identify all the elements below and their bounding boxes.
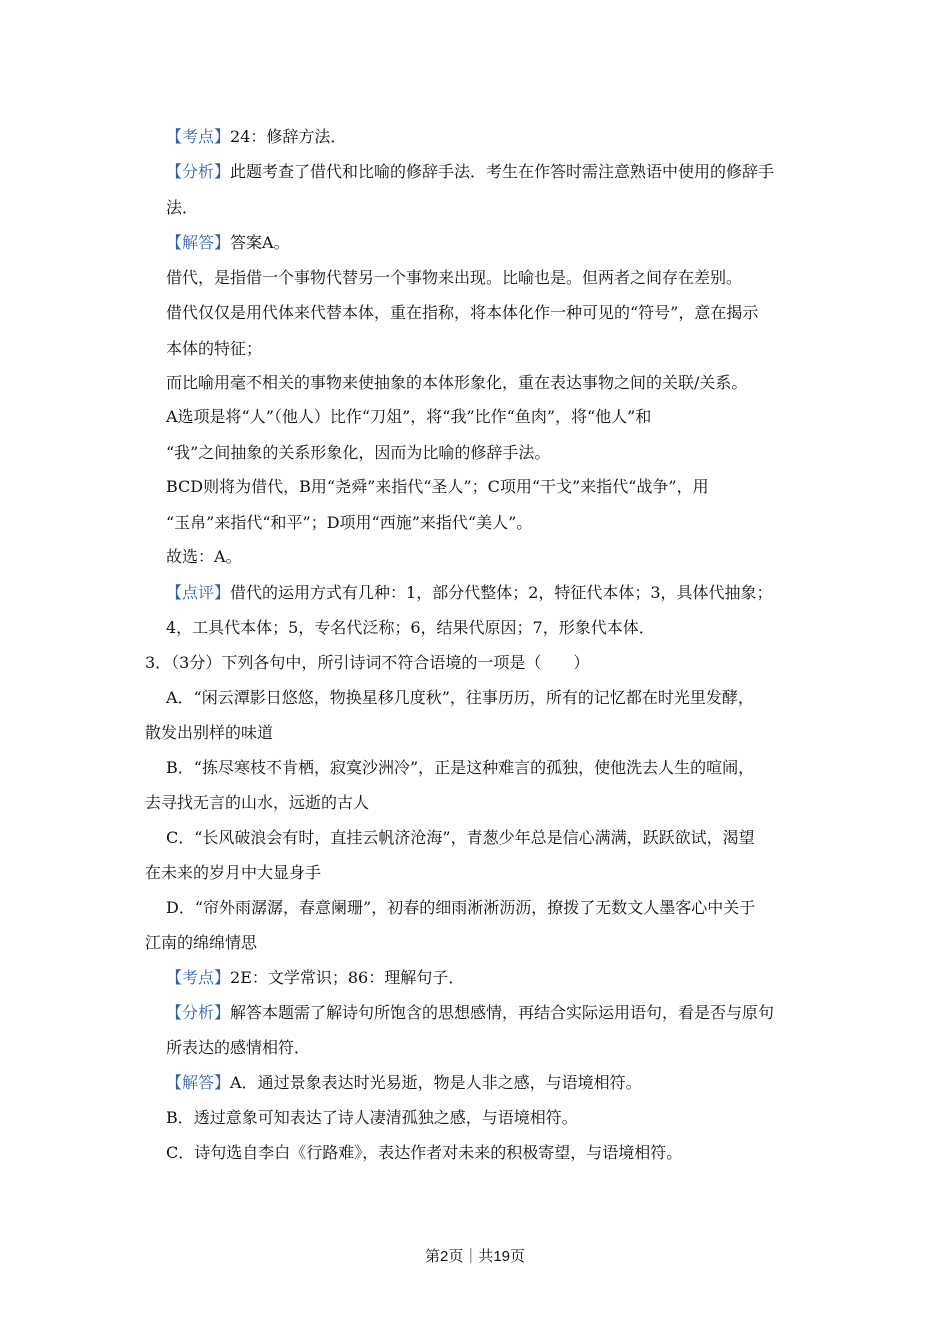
q3-answer-b: B．透过意象可知表达了诗人凄清孤独之感，与语境相符。: [166, 1108, 578, 1127]
q3-answer-c: C．诗句选自李白《行路难》，表达作者对未来的积极寄望，与语境相符。: [166, 1143, 683, 1162]
q2-body-line: 而比喻用毫不相关的事物来使抽象的本体形象化，重在表达事物之间的关联/关系。: [166, 373, 748, 392]
fenxi-tag: 【分析】: [166, 162, 231, 181]
fenxi-tag: 【分析】: [166, 1003, 231, 1022]
q3-option-c-line2: 在未来的岁月中大显身手: [145, 863, 322, 882]
q2-jieda-text: 答案A。: [230, 233, 290, 252]
q3-option-d-line2: 江南的绵绵情思: [145, 933, 258, 952]
q2-body-line: 借代仅仅是用代体来代替本体，重在指称，将本体化作一种可见的“符号”，意在揭示: [166, 303, 759, 322]
jieda-tag: 【解答】: [166, 1073, 231, 1092]
kaodian-tag: 【考点】: [166, 127, 231, 146]
q2-dianping-line1: 借代的运用方式有几种：1，部分代整体；2，特征代本体；3，具体代抽象；: [230, 583, 773, 602]
q2-kaodian-text: 24：修辞方法．: [230, 127, 347, 146]
q3-option-a-line2: 散发出别样的味道: [145, 723, 274, 742]
q2-jieda: [166, 232, 290, 254]
q3-option-a-line1: A．“闲云潭影日悠悠，物换星移几度秋”，往事历历，所有的记忆都在时光里发酵，: [166, 688, 754, 707]
q3-stem: 3．（3分）下列各句中，所引诗词不符合语境的一项是（ ）: [145, 653, 590, 672]
page-footer: 第2页｜共19页: [424, 1248, 526, 1265]
q3-fenxi-line2: 所表达的感情相符．: [166, 1038, 311, 1057]
q3-kaodian: [166, 967, 464, 989]
q3-option-b-line2: 去寻找无言的山水，远逝的古人: [145, 793, 370, 812]
q2-fenxi: [166, 161, 774, 183]
q2-body-line: “我”之间抽象的关系形象化，因而为比喻的修辞手法。: [166, 443, 551, 462]
q2-body-line: 故选：A。: [166, 547, 242, 566]
q3-jieda: [166, 1072, 642, 1094]
q2-dianping-line2: 4，工具代本体；5，专名代泛称；6，结果代原因；7，形象代本体．: [166, 618, 655, 637]
q2-dianping: [166, 582, 773, 604]
q2-body-line: BCD则将为借代，B用“尧舜”来指代“圣人”；C项用“干戈”来指代“战争”，用: [166, 477, 709, 496]
q2-body-line: 本体的特征；: [166, 339, 263, 358]
jieda-tag: 【解答】: [166, 233, 231, 252]
q3-kaodian-text: 2E：文学常识；86：理解句子．: [230, 968, 465, 987]
dianping-tag: 【点评】: [166, 583, 231, 602]
q3-fenxi: [166, 1002, 774, 1024]
q2-body-line: “玉帛”来指代“和平”；D项用“西施”来指代“美人”。: [166, 513, 533, 532]
q3-option-c-line1: C．“长风破浪会有时，直挂云帆济沧海”，青葱少年总是信心满满，跃跃欲试，渴望: [166, 828, 755, 847]
q3-option-b-line1: B．“拣尽寒枝不肯栖，寂寞沙洲冷”，正是这种难言的孤独，使他洗去人生的喧闹，: [166, 758, 755, 777]
q2-kaodian: [166, 126, 346, 148]
q3-jieda-text: A．通过景象表达时光易逝，物是人非之感，与语境相符。: [230, 1073, 642, 1092]
q3-option-d-line1: D．“帘外雨潺潺，春意阑珊”，初春的细雨淅淅沥沥，撩拨了无数文人墨客心中关于: [166, 898, 756, 917]
q2-fenxi-line2: 法．: [166, 198, 199, 217]
q3-fenxi-line1: 解答本题需了解诗句所饱含的思想感情，再结合实际运用语句，看是否与原句: [230, 1003, 775, 1022]
q2-body-line: A选项是将“人”（他人）比作“刀俎”，将“我”比作“鱼肉”，将“他人”和: [166, 407, 652, 426]
kaodian-tag: 【考点】: [166, 968, 231, 987]
q2-fenxi-line1: 此题考查了借代和比喻的修辞手法．考生在作答时需注意熟语中使用的修辞手: [230, 162, 775, 181]
q2-body-line: 借代，是指借一个事物代替另一个事物来出现。比喻也是。但两者之间存在差别。: [166, 268, 743, 287]
